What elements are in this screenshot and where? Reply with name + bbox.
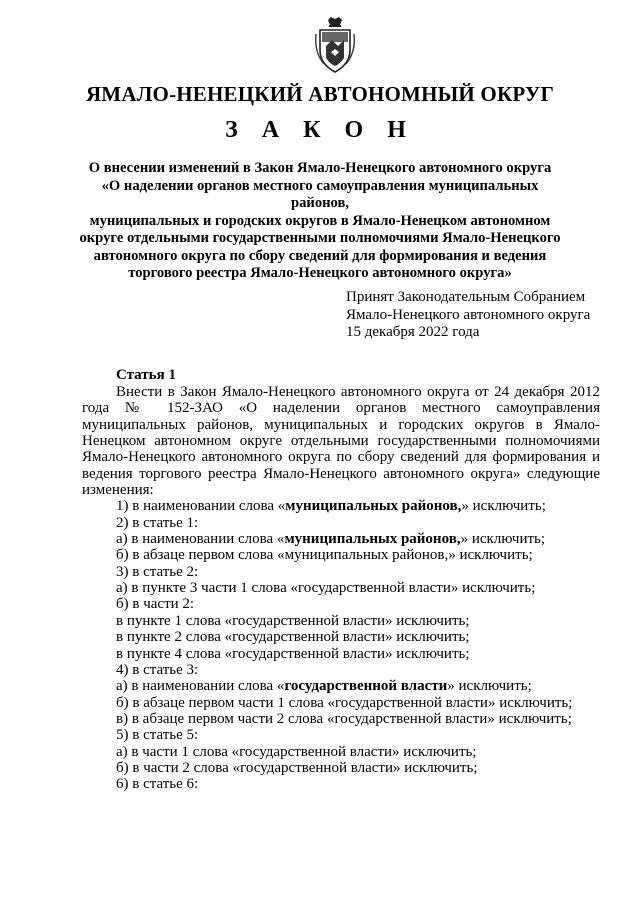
list-item: в) в абзаце первом части 2 слова «государственной власти» исключить; — [116, 710, 572, 727]
law-title-line: автономного округа по сбору сведений для формирования и ведения — [93, 247, 547, 264]
law-title-line: О внесении изменений в Закон Ямало-Ненецкого автономного округа — [88, 160, 552, 176]
list-item: в пункте 4 слова «государственной власти» исключить; — [116, 645, 470, 662]
adoption-note — [346, 289, 626, 342]
list-item: 4) в статье 3: — [116, 661, 199, 678]
adoption-line: Ямало-Ненецкого автономного округа — [346, 306, 591, 323]
list-item: б) в части 2: — [116, 596, 195, 613]
list-item: а) в наименовании слова «муниципальных районов,» исключить; — [116, 531, 546, 548]
law-title-line: «О наделении органов местного самоуправления муниципальных районов, — [101, 177, 539, 211]
list-item: 1) в наименовании слова «муниципальных районов,» исключить; — [116, 498, 546, 515]
list-item: 5) в статье 5: — [116, 727, 199, 744]
law-title-line: торгового реестра Ямало-Ненецкого автономного округа» — [128, 265, 512, 281]
article-heading: Статья 1 — [116, 367, 176, 383]
document-type: З А К О Н — [225, 117, 415, 143]
list-item: б) в абзаце первом части 1 слова «государственной власти» исключить; — [116, 694, 573, 711]
list-item: а) в наименовании слова «государственной власти» исключить; — [116, 678, 532, 695]
list-item: 3) в статье 2: — [116, 563, 199, 580]
list-item: 2) в статье 1: — [116, 514, 199, 531]
list-item: а) в пункте 3 части 1 слова «государственной власти» исключить; — [116, 580, 536, 597]
list-item: в пункте 2 слова «государственной власти» исключить; — [116, 629, 470, 646]
list-item: 6) в статье 6: — [116, 776, 199, 793]
article-intro: Внести в Закон Ямало-Ненецкого автономного округа от 24 декабря 2012 года № 152-ЗАО «О наделении органов местного самоуправления муниципальных районов, муниципальных и городских округов в Ямало-Ненецком автономном округе отдельными государственными полномочиями Ямало-Ненецкого автономного округа по сбору сведений для формирования и ведения торгового реестра Ямало-Ненецкого автономного округа» следующие изменения: — [82, 384, 600, 499]
list-item: б) в части 2 слова «государственной власти» исключить; — [116, 759, 478, 776]
adoption-line: Принят Законодательным Собранием — [346, 289, 586, 305]
law-title-line: округе отдельными государственными полномочиями Ямало-Ненецкого — [79, 230, 561, 246]
list-item: в пункте 1 слова «государственной власти» исключить; — [116, 612, 470, 629]
adoption-date: 15 декабря 2022 года — [346, 324, 480, 340]
law-title — [72, 160, 568, 283]
region-name: ЯМАЛО-НЕНЕЦКИЙ АВТОНОМНЫЙ ОКРУГ — [85, 82, 555, 106]
coat-of-arms-icon — [314, 16, 356, 76]
list-item: б) в абзаце первом слова «муниципальных районов,» исключить; — [116, 547, 533, 564]
law-title-line: муниципальных и городских округов в Ямало-Ненецком автономном — [89, 212, 551, 229]
article-body — [82, 384, 600, 793]
list-item: а) в части 1 слова «государственной власти» исключить; — [116, 743, 477, 760]
